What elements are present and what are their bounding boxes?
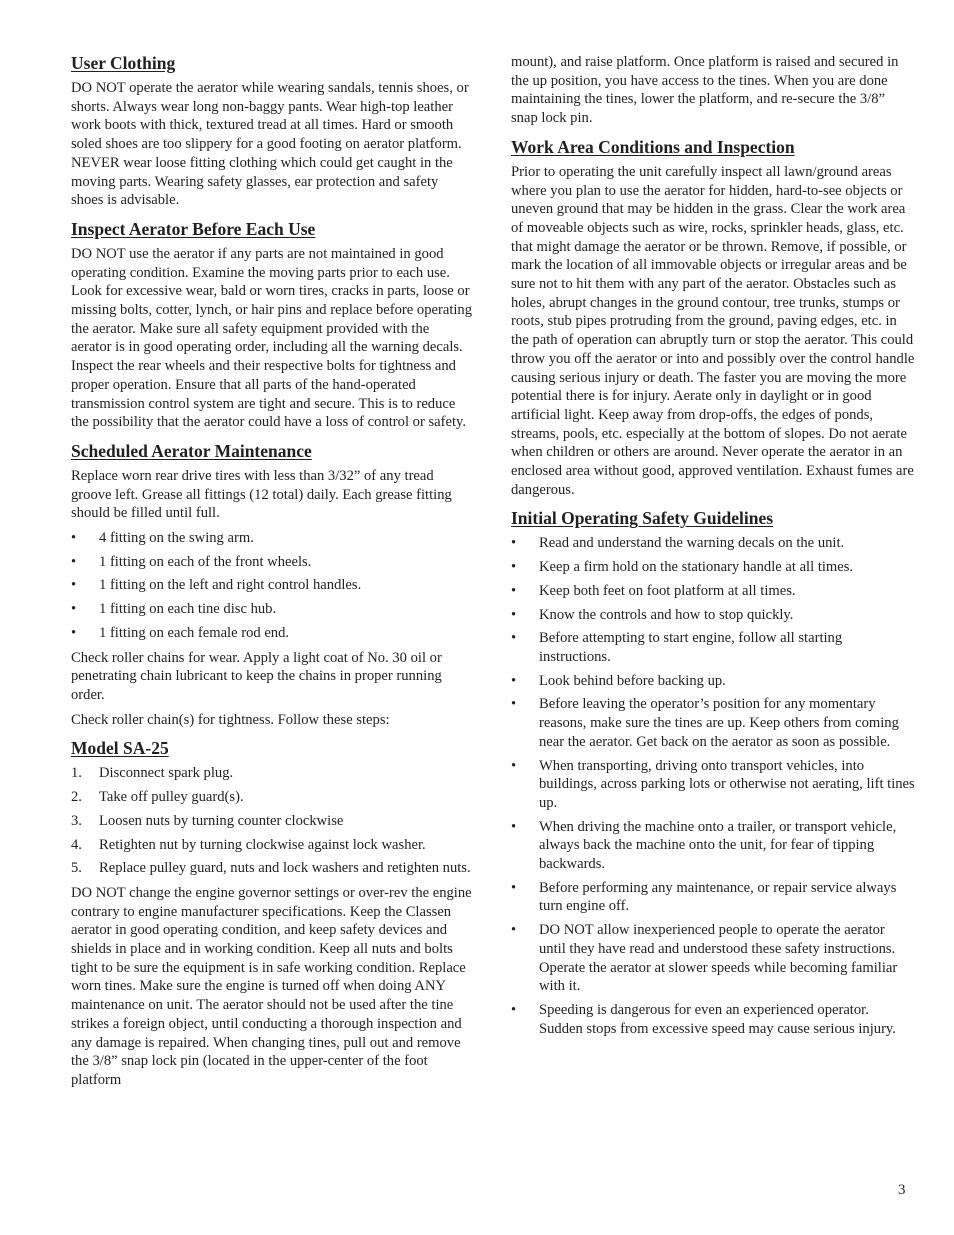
list-item-text: Before leaving the operator’s position for any momentary reasons, make sure the tines are up. Keep others from coming near the aerator. Get back on the aerator as soon as possible. [539,696,899,750]
list-item [511,558,915,577]
paragraph-user-clothing: DO NOT operate the aerator while wearing sandals, tennis shoes, or shorts. Always wear long non-baggy pants. Wear high-top leather work boots with thick, textured tread at all times. Hard or smooth soled shoes are too slippery for a good footing on aerator platform. NEVER wear loose fitting clothing which could get caught in the moving parts. Wearing safety glasses, ear protection and safety shoes is advisable. [71,80,469,209]
heading-work-area: Work Area Conditions and Inspection [511,136,795,157]
heading-model-sa25: Model SA-25 [71,738,169,759]
list-item [71,553,473,572]
list-item-text: 4 fitting on the swing arm. [99,530,254,547]
safety-guidelines-list [511,534,915,1038]
bullet-marker: • [511,1001,517,1018]
list-item-text: DO NOT allow inexperienced people to operate the aerator until they have read and understood these safety instructions. Operate the aerator at slower speeds while becoming familiar with it. [539,922,898,995]
list-item-text: Take off pulley guard(s). [99,789,244,806]
list-item [511,1001,915,1038]
bullet-marker: • [511,535,517,552]
bullet-marker: • [71,530,77,547]
list-item-text: When driving the machine onto a trailer, or transport vehicle, always back the machine onto the unit, for fear of tipping backwards. [539,818,897,873]
step-number: 3. [71,812,82,829]
list-item [511,879,915,916]
bullet-marker: • [511,818,517,835]
list-item [71,600,473,619]
step-number: 2. [71,789,82,806]
bullet-marker: • [511,672,517,689]
list-item [71,529,473,548]
paragraph-continuation: mount), and raise platform. Once platform is raised and secured in the up position, you have access to the tines. When you are done maintaining the tines, lower the platform, and re-secure the 3/8” snap lock pin. [511,54,899,127]
heading-inspect-aerator: Inspect Aerator Before Each Use [71,218,316,239]
step-number: 4. [71,836,82,853]
list-item-text: Loosen nuts by turning counter clockwise [99,812,344,829]
section-user-clothing [71,52,473,210]
list-item-text: Retighten nut by turning clockwise against lock washer. [99,836,426,853]
list-item-text: 1 fitting on each of the front wheels. [99,553,312,570]
right-column [511,53,915,1046]
heading-scheduled-maintenance: Scheduled Aerator Maintenance [71,440,312,461]
list-item-text: Look behind before backing up. [539,672,726,689]
section-scheduled-maintenance [71,440,473,729]
heading-user-clothing: User Clothing [71,53,176,73]
list-item [511,582,915,601]
left-column [71,52,473,1098]
section-model-sa25 [71,737,473,1089]
grease-fitting-list [71,529,473,643]
list-item-text: 1 fitting on each tine disc hub. [99,601,277,618]
step-number: 1. [71,765,82,782]
bullet-marker: • [71,553,77,570]
bullet-marker: • [71,624,77,641]
list-item [71,764,473,783]
list-item-text: Read and understand the warning decals on the unit. [539,535,845,552]
list-item [71,836,473,855]
bullet-marker: • [71,601,77,618]
bullet-marker: • [511,922,517,939]
list-item [71,788,473,807]
bullet-marker: • [511,582,517,599]
list-item-text: Keep both feet on foot platform at all times. [539,582,796,599]
list-item [511,818,915,874]
section-work-area [511,136,915,500]
section-continuation [511,53,915,128]
list-item-text: Disconnect spark plug. [99,765,234,782]
paragraph-work-area: Prior to operating the unit carefully inspect all lawn/ground areas where you plan to use the aerator for hidden, hard-to-see objects or uneven ground that may be hidden in the grass. Clear the work area of moveable objects such as wire, rocks, sprinkler heads, glass, etc. that might damage the aerator or be thrown. Remove, if possible, or mark the location of all immovable objects or irregular areas and be sure not to hit them with any part of the aerator. Obstacles such as holes, abrupt changes in the ground contour, tree trunks, stumps or roots, stub pipes protruding from the ground, paving edges, etc. in the path of operation can abruptly turn or stop the aerator. This could throw you off the aerator or into and possibly over the control handle causing serious injury or death. The faster you are moving the more potential there is for injury. Aerate only in daylight or in good artificial light. Keep away from drop-offs, the edges of ponds, streams, pools, etc. especially at the bottom of slopes. Do not aerate when children or others are around. Never operate the aerator in an enclosed area without good, approved ventilation. Exhaust fumes are dangerous. [511,163,915,498]
bullet-marker: • [71,577,77,594]
list-item-text: Before attempting to start engine, follow all starting instructions. [539,630,843,665]
paragraph-inspect-aerator: DO NOT use the aerator if any parts are not maintained in good operating condition. Examine the moving parts prior to each use. Look for excessive wear, bald or worn tires, cracks in parts, loose or missing bolts, cotter, lynch, or hair pins and replace before operating the aerator. Make sure all safety equipment provided with the aerator is in good operating order, including all the warning decals. Inspect the rear wheels and their respective bolts for tightness and proper operation. Ensure that all parts of the hand-operated transmission control system are tight and secure. This is to reduce the possibility that the aerator could have a loss of control or safety. [71,245,473,431]
bullet-marker: • [511,559,517,576]
bullet-marker: • [511,630,517,647]
bullet-marker: • [511,606,517,623]
list-item-text: Before performing any maintenance, or repair service always turn engine off. [539,879,897,915]
list-item [71,576,473,595]
list-item [511,534,915,553]
list-item-text: When transporting, driving onto transport vehicles, into buildings, across parking lots or otherwise not aerating, lift tines up. [539,757,915,811]
chain-steps-list [71,764,473,878]
list-item-text: Speeding is dangerous for even an experienced operator. Sudden stops from excessive speed may cause serious injury. [539,1001,896,1037]
list-item-text: Keep a firm hold on the stationary handle at all times. [539,559,854,576]
paragraph-chain-tightness: Check roller chain(s) for tightness. Follow these steps: [71,711,390,728]
list-item-text: Replace pulley guard, nuts and lock washers and retighten nuts. [99,860,471,877]
list-item-text: Know the controls and how to stop quickly. [539,606,794,623]
paragraph-roller-chains: Check roller chains for wear. Apply a light coat of No. 30 oil or penetrating chain lubricant to keep the chains in proper running order. [71,649,442,703]
section-inspect-aerator [71,218,473,432]
paragraph-governor: DO NOT change the engine governor settings or over-rev the engine contrary to engine manufacturer specifications. Keep the Classen aerator in good operating condition, and keep safety devices and shields in place and in working condition. Keep all nuts and bolts tight to be sure the equipment is in safe working condition. Replace worn tines. Make sure the engine is turned off when doing ANY maintenance on unit. The aerator should not be used after the tine strikes a foreign object, until conducting a thorough inspection and any damage is repaired. When changing tines, pull out and remove the 3/8” snap lock pin (located in the upper-center of the foot platform [71,884,472,1088]
list-item [71,859,473,878]
list-item [71,812,473,831]
page-number: 3 [898,1182,906,1198]
heading-safety-guidelines: Initial Operating Safety Guidelines [511,508,774,529]
list-item [511,921,915,996]
list-item [511,757,915,813]
step-number: 5. [71,860,82,877]
list-item [511,629,915,666]
list-item [511,606,915,625]
bullet-marker: • [511,879,517,896]
bullet-marker: • [511,696,517,713]
list-item [71,624,473,643]
bullet-marker: • [511,757,517,774]
list-item [511,695,915,751]
paragraph-maintenance-intro: Replace worn rear drive tires with less than 3/32” of any tread groove left. Grease all fittings (12 total) daily. Each grease fitting should be filled until full. [71,467,452,522]
list-item-text: 1 fitting on the left and right control handles. [99,577,362,594]
section-safety-guidelines [511,507,915,1038]
list-item-text: 1 fitting on each female rod end. [99,624,290,641]
list-item [511,672,915,691]
